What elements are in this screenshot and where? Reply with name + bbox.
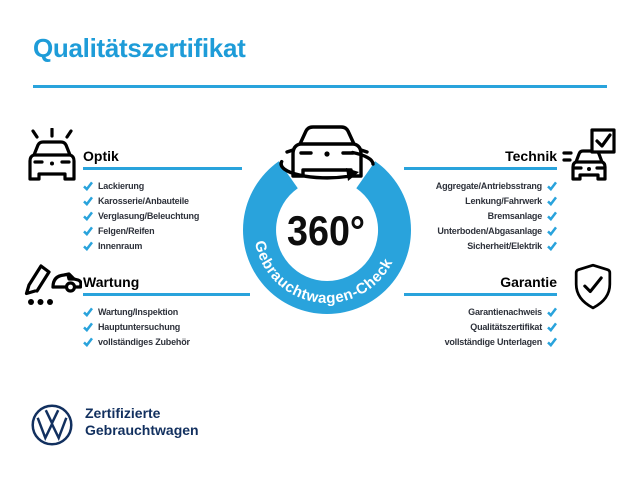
brand-label bbox=[85, 405, 199, 439]
list-item bbox=[83, 304, 250, 319]
list-item bbox=[404, 238, 557, 253]
section-wartung-title: Wartung bbox=[83, 273, 250, 296]
list-item bbox=[404, 319, 557, 334]
list-item bbox=[83, 193, 242, 208]
check-icon bbox=[547, 196, 557, 206]
list-item bbox=[83, 178, 242, 193]
list-item bbox=[83, 208, 242, 223]
section-wartung-items bbox=[83, 304, 250, 349]
list-item bbox=[404, 334, 557, 349]
ring-label-text: Gebrauchtwagen-Check bbox=[250, 238, 397, 308]
section-optik-title: Optik bbox=[83, 147, 242, 170]
item-label: vollständige Unterlagen bbox=[444, 336, 542, 347]
section-garantie bbox=[404, 273, 557, 349]
section-technik-items bbox=[404, 178, 557, 253]
item-label: Hauptuntersuchung bbox=[98, 321, 181, 332]
section-optik bbox=[83, 147, 242, 253]
car-checkbox-icon bbox=[562, 127, 618, 183]
car-360-rotation-icon bbox=[281, 127, 373, 181]
item-label: Garantienachweis bbox=[468, 306, 542, 317]
list-item bbox=[404, 193, 557, 208]
check-icon bbox=[83, 307, 93, 317]
check-icon bbox=[83, 337, 93, 347]
item-label: Bremsanlage bbox=[487, 210, 542, 221]
check-icon bbox=[547, 226, 557, 236]
item-label: Qualitätszertifikat bbox=[470, 321, 542, 332]
check-icon bbox=[83, 226, 93, 236]
check-icon bbox=[547, 181, 557, 191]
check-icon bbox=[83, 181, 93, 191]
item-label: Sicherheit/Elektrik bbox=[467, 240, 542, 251]
item-label: Felgen/Reifen bbox=[98, 225, 155, 236]
section-garantie-items bbox=[404, 304, 557, 349]
brand-line1: Zertifizierte bbox=[85, 405, 161, 421]
check-icon bbox=[83, 322, 93, 332]
section-technik bbox=[404, 147, 557, 253]
car-shine-icon bbox=[25, 128, 79, 182]
check-icon bbox=[547, 211, 557, 221]
item-label: Karosserie/Anbauteile bbox=[98, 195, 189, 206]
item-label: Unterboden/Abgasanlage bbox=[437, 225, 542, 236]
list-item bbox=[404, 223, 557, 238]
brand-line2: Gebrauchtwagen bbox=[85, 422, 199, 438]
vw-logo bbox=[31, 404, 73, 446]
item-label: vollständiges Zubehör bbox=[98, 336, 190, 347]
item-label: Aggregate/Antriebsstrang bbox=[435, 180, 542, 191]
page-title: Qualitätszertifikat bbox=[33, 33, 246, 63]
list-item bbox=[83, 319, 250, 334]
list-item bbox=[404, 304, 557, 319]
check-icon bbox=[83, 211, 93, 221]
list-item bbox=[404, 208, 557, 223]
shield-check-icon bbox=[573, 263, 613, 311]
check-icon bbox=[547, 307, 557, 317]
section-garantie-title: Garantie bbox=[404, 273, 557, 296]
list-item bbox=[83, 238, 242, 253]
item-label: Innenraum bbox=[98, 240, 143, 251]
list-item bbox=[83, 334, 250, 349]
section-optik-items bbox=[83, 178, 242, 253]
item-label: Lenkung/Fahrwerk bbox=[465, 195, 542, 206]
check-icon bbox=[83, 196, 93, 206]
check-icon bbox=[547, 322, 557, 332]
item-label: Lackierung bbox=[98, 180, 145, 191]
section-technik-title: Technik bbox=[404, 147, 557, 170]
check-icon bbox=[547, 241, 557, 251]
check-icon bbox=[547, 337, 557, 347]
list-item bbox=[83, 223, 242, 238]
list-item bbox=[404, 178, 557, 193]
service-checklist-icon bbox=[24, 262, 82, 308]
section-wartung bbox=[83, 273, 250, 349]
value-360: 360° bbox=[287, 207, 365, 254]
item-label: Verglasung/Beleuchtung bbox=[98, 210, 200, 221]
check-icon bbox=[83, 241, 93, 251]
item-label: Wartung/Inspektion bbox=[98, 306, 179, 317]
